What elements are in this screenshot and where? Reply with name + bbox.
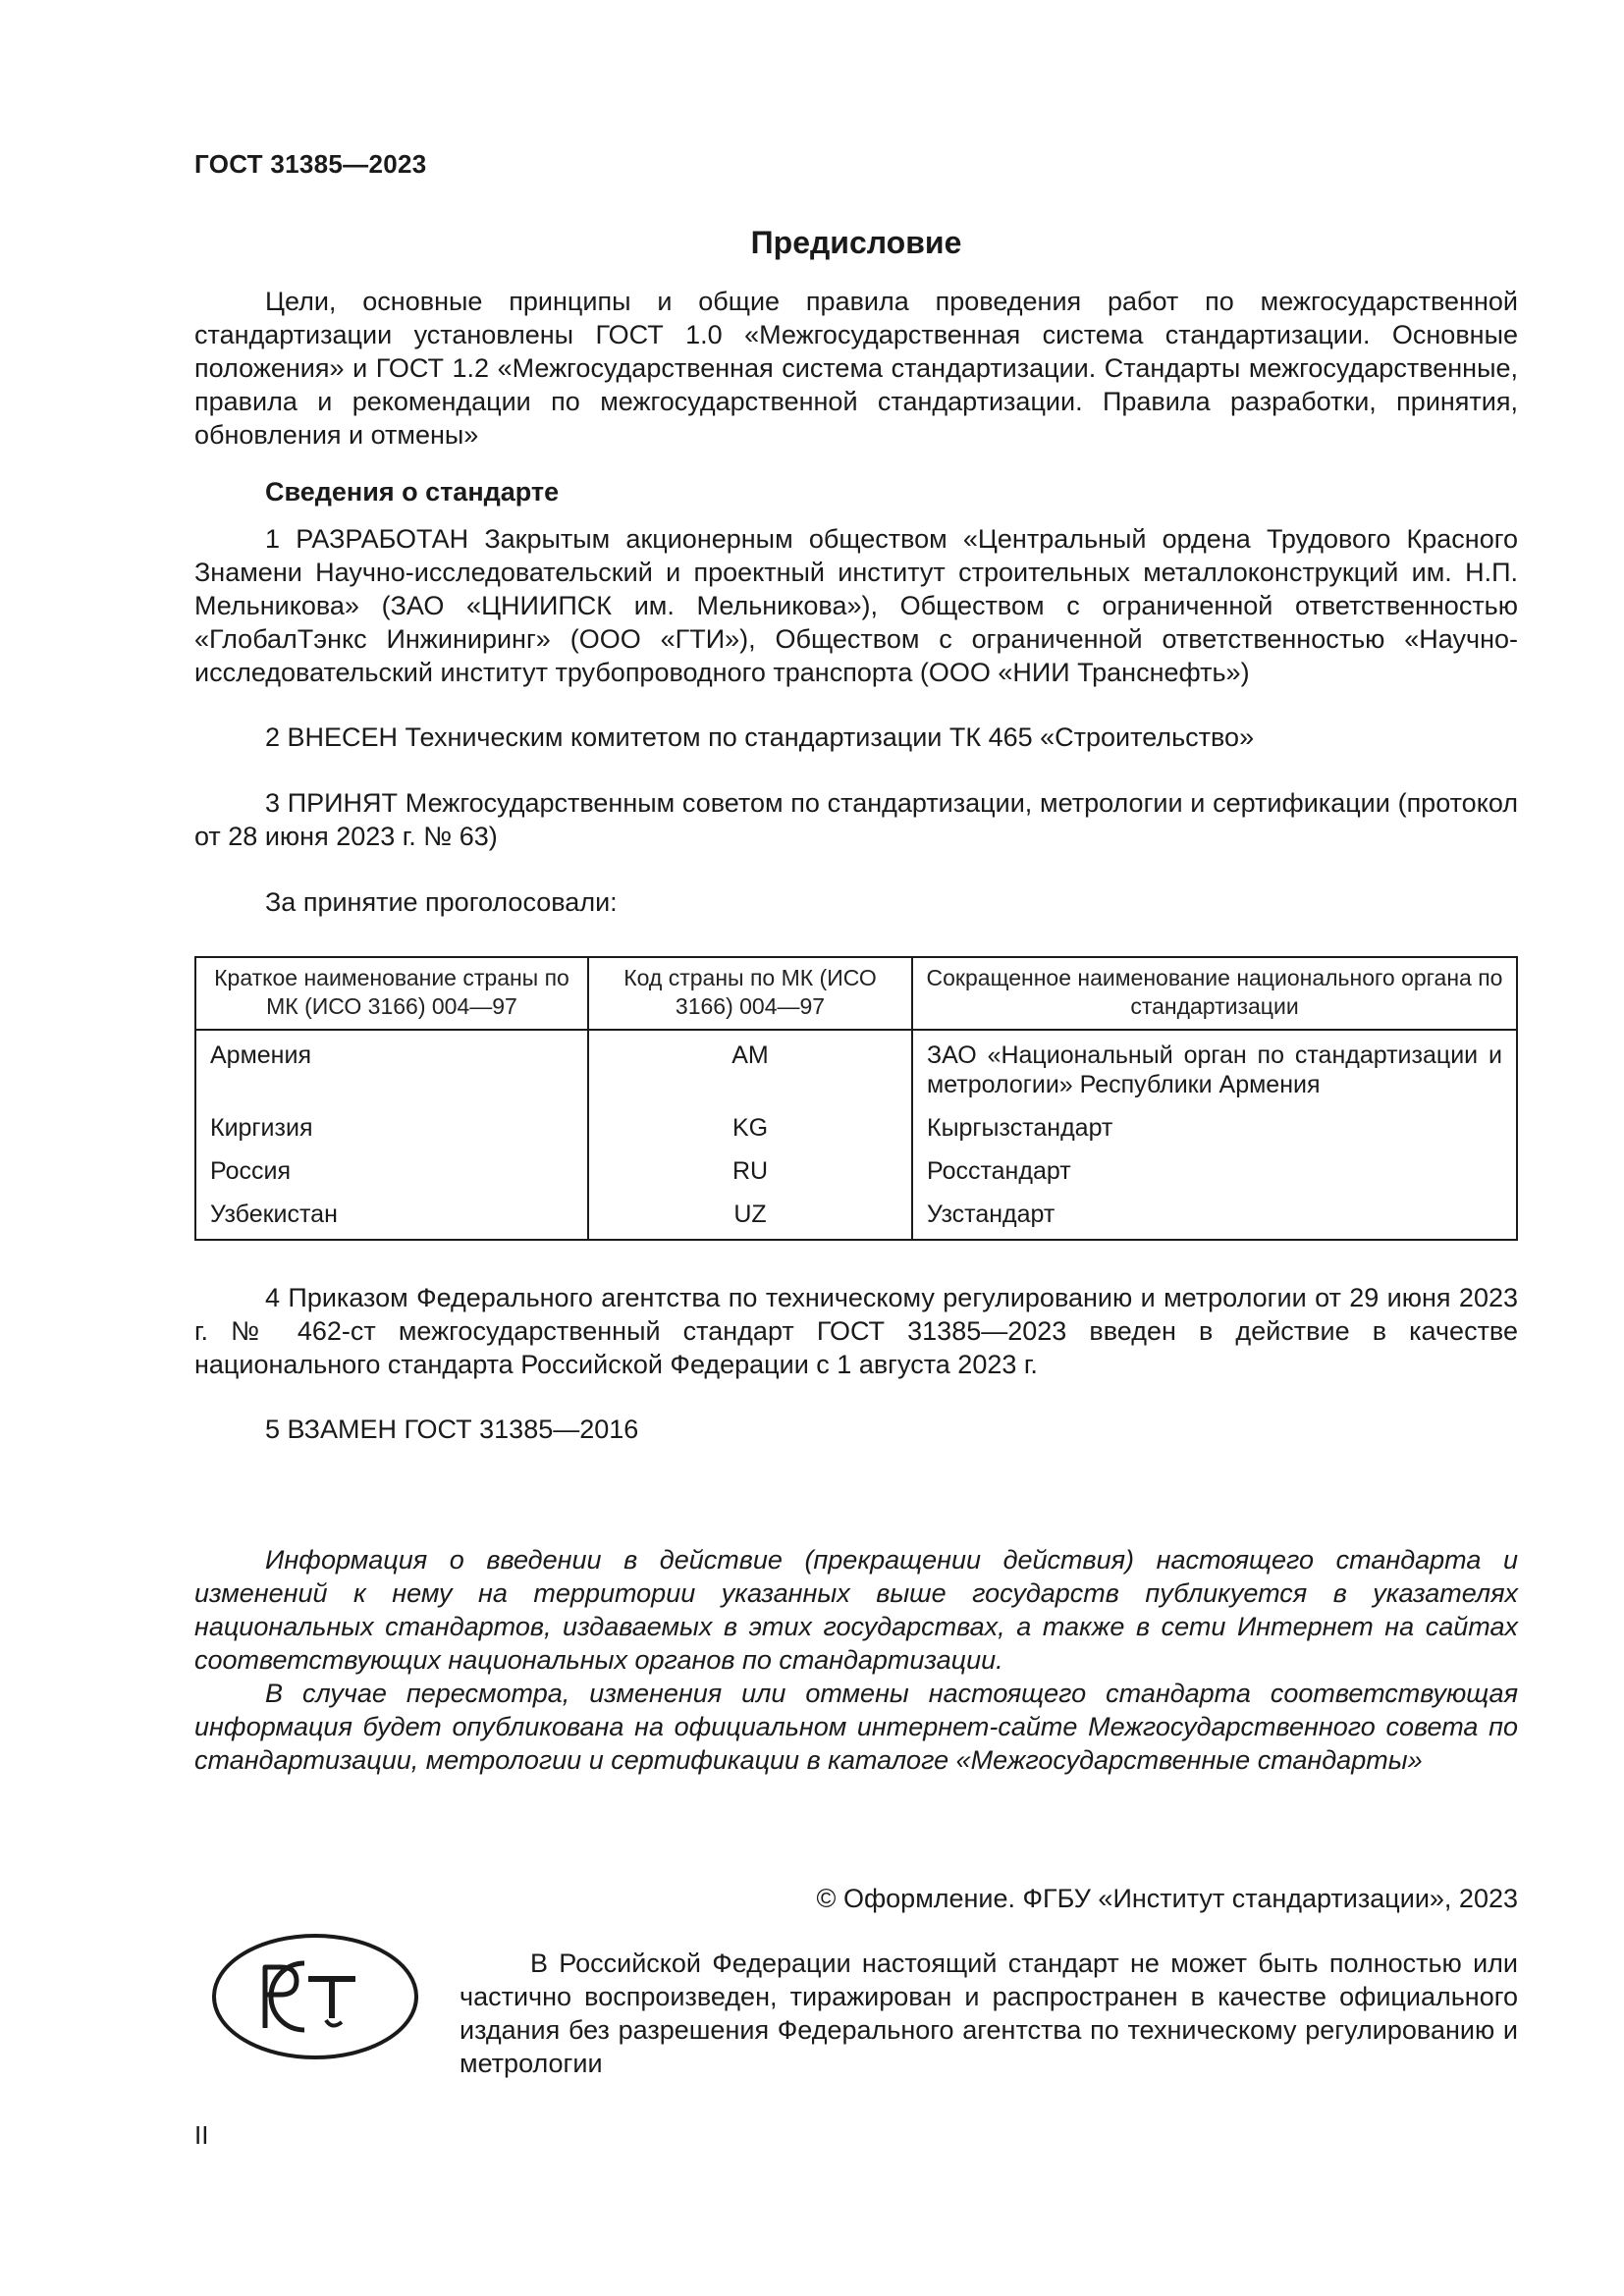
table-row [195, 1107, 1517, 1150]
item-enacted: 4 Приказом Федерального агентства по техническому регулированию и метрологии от 29 июня 2023 г. № 462-ст межгосударственный стандарт ГОСТ 31385—2023 введен в действие в качестве национального стандарта Российской Федерации с 1 августа 2023 г. [194, 1283, 1518, 1379]
table-header-row [195, 957, 1517, 1030]
cell-code: AM [588, 1030, 912, 1107]
cell-body: ЗАО «Национальный орган по стандартизации и метрологии» Республики Армения [912, 1030, 1517, 1107]
document-code: ГОСТ 31385—2023 [194, 149, 427, 179]
item-replaces: 5 ВЗАМЕН ГОСТ 31385—2016 [265, 1415, 639, 1444]
cell-country: Россия [195, 1150, 588, 1194]
cell-country: Киргизия [195, 1107, 588, 1150]
rst-certification-mark-icon [210, 1932, 420, 2061]
column-header-code: Код страны по МК (ИСО 3166) 004—97 [588, 957, 912, 1030]
column-header-country: Краткое наименование страны по МК (ИСО 3166) 004—97 [195, 957, 588, 1030]
cell-country: Узбекистан [195, 1194, 588, 1240]
cell-country: Армения [195, 1030, 588, 1107]
intro-paragraph: Цели, основные принципы и общие правила проведения работ по межгосударственной стандартизации установлены ГОСТ 1.0 «Межгосударственная система стандартизации. Основные положения» и ГОСТ 1.2 «Межгосударственная система стандартизации. Стандарты межгосударственные, правила и рекомендации по межгосударственной стандартизации. Правила разработки, принятия, обновления и отмены» [194, 287, 1518, 450]
cell-body: Росстандарт [912, 1150, 1517, 1194]
table-row [195, 1030, 1517, 1107]
page-number: II [194, 2120, 209, 2150]
italic-note-revision: В случае пересмотра, изменения или отмены настоящего стандарта соответствующая информация будет опубликована на официальном интернет-сайте Межгосударственного совета по стандартизации, метрологии и сертификации в каталоге «Межгосударственные стандарты» [194, 1679, 1518, 1775]
info-heading: Сведения о стандарте [265, 477, 560, 507]
cell-code: RU [588, 1150, 912, 1194]
italic-note-publication: Информация о введении в действие (прекращении действия) настоящего стандарта и изменений к нему на территории указанных выше государств публикуется в указателях национальных стандартов, издаваемых в этих государствах, а также в сети Интернет на сайтах соответствующих национальных органов по стандартизации. [194, 1545, 1518, 1675]
item-developed: 1 РАЗРАБОТАН Закрытым акционерным обществом «Центральный ордена Трудового Красного Знамени Научно-исследовательский и проектный институт строительных металлоконструкций им. Н.П. Мельникова» (ЗАО «ЦНИИПСК им. Мельникова»), Обществом с ограниченной ответственностью «ГлобалТэнкс Инжиниринг» (ООО «ГТИ»), Обществом с ограниченной ответственностью «Научно-исследовательский институт трубопроводного транспорта (ООО «НИИ Транснефть») [194, 524, 1518, 687]
cell-body: Узстандарт [912, 1194, 1517, 1240]
table-row [195, 1150, 1517, 1194]
item-introduced: 2 ВНЕСЕН Техническим комитетом по стандартизации ТК 465 «Строительство» [265, 722, 1255, 752]
table-row [195, 1194, 1517, 1240]
cell-code: KG [588, 1107, 912, 1150]
copyright-notice: В Российской Федерации настоящий стандарт не может быть полностью или частично воспроизведен, тиражирован и распространен в качестве официального издания без разрешения Федерального агентства по техническому регулированию и метрологии [460, 1949, 1518, 2078]
column-header-body: Сокращенное наименование национального органа по стандартизации [912, 957, 1517, 1030]
voting-table [194, 956, 1518, 1241]
page-title: Предисловие [750, 225, 962, 260]
item-adopted: 3 ПРИНЯТ Межгосударственным советом по стандартизации, метрологии и сертификации (протокол от 28 июня 2023 г. № 63) [194, 788, 1518, 851]
copyright-line: © Оформление. ФГБУ «Институт стандартизации», 2023 [816, 1884, 1518, 1913]
cell-body: Кыргызстандарт [912, 1107, 1517, 1150]
cell-code: UZ [588, 1194, 912, 1240]
voted-label: За принятие проголосовали: [265, 887, 618, 917]
